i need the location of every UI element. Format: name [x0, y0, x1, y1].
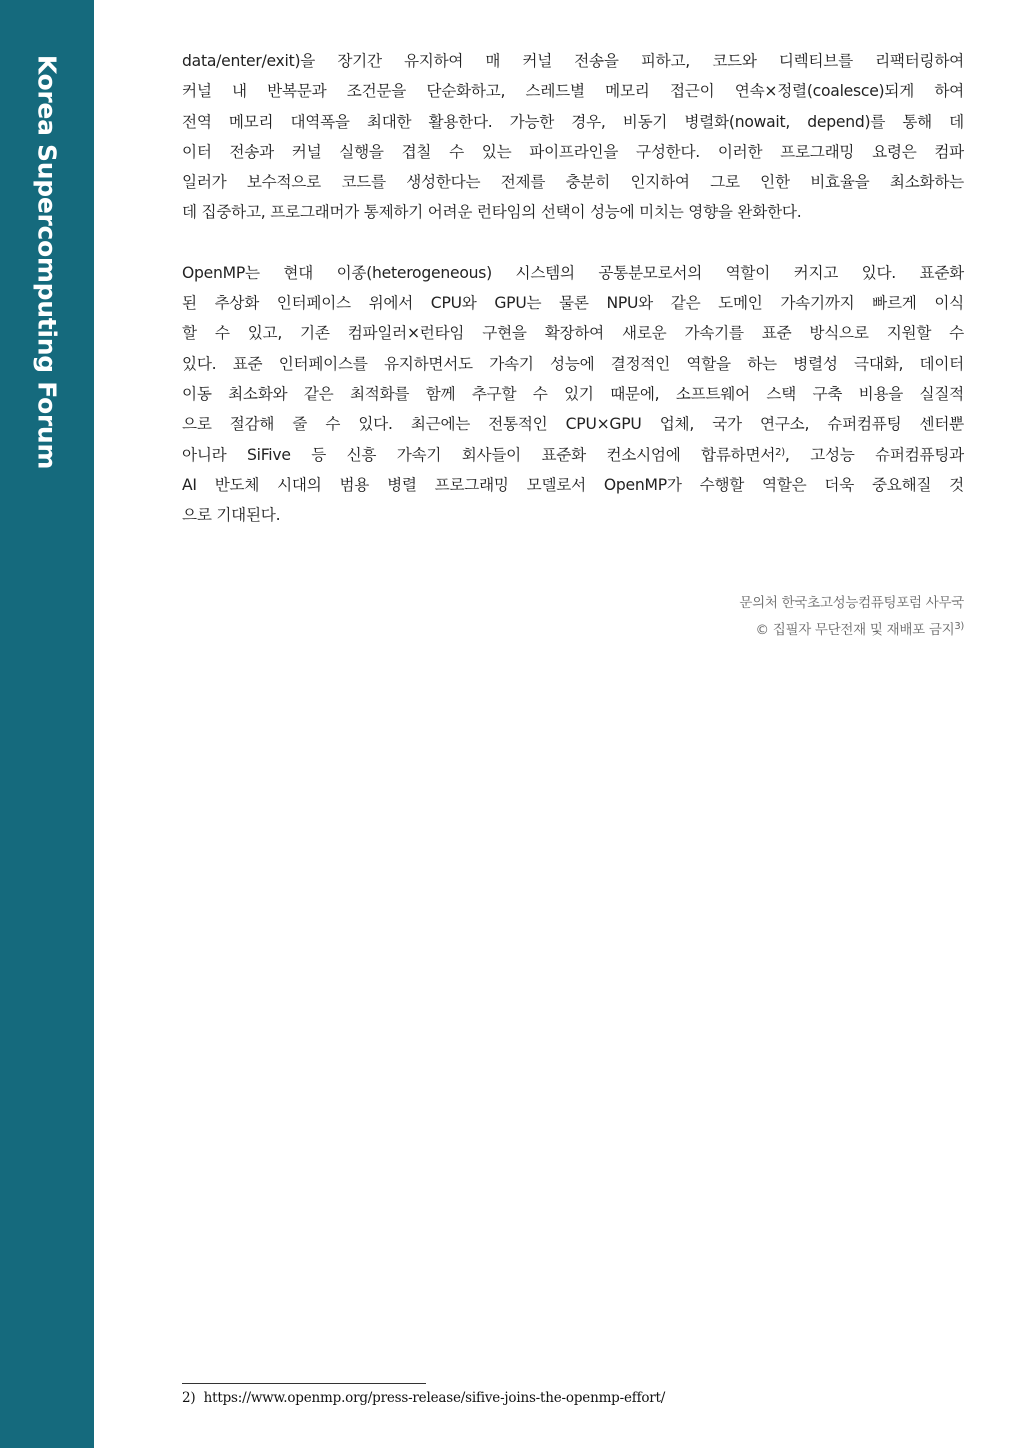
- copyright-text: © 집필자 무단전재 및 재배포 금지: [755, 622, 955, 638]
- footnote-ref-3[interactable]: 3): [954, 621, 964, 632]
- footnote-ref-2[interactable]: 2): [775, 446, 785, 458]
- paragraph-line: OpenMP는 현대 이종(heterogeneous) 시스템의 공통분모로서의 역할이 커지고 있다. 표준화: [182, 263, 964, 282]
- paragraph-line: data/enter/exit)을 장기간 유지하여 매 커널 전송을 피하고, 코드와 디렉티브를 리팩터링하여: [182, 52, 964, 70]
- footnote-number: 2): [182, 1390, 196, 1406]
- footnote-url-link[interactable]: https://www.openmp.org/press-release/sifive-joins-the-openmp-effort/: [203, 1390, 666, 1406]
- paragraph-line: 있다. 표준 인터페이스를 유지하면서도 가속기 성능에 결정적인 역할을 하는 병렬성 극대화, 데이터: [182, 354, 964, 373]
- paragraph-line: 이동 최소화와 같은 최적화를 함께 추구할 수 있기 때문에, 소프트웨어 스택 구축 비용을 실질적: [182, 384, 964, 403]
- sidebar-band: [0, 0, 94, 1448]
- paragraph-line: 일러가 보수적으로 코드를 생성한다는 전제를 충분히 인지하여 그로 인한 비효율을 최소화하는: [182, 173, 964, 192]
- sidebar-title: Korea Supercomputing Forum: [32, 54, 62, 470]
- contact-block: [739, 590, 964, 644]
- footnote-divider: [182, 1383, 426, 1384]
- paragraph-line: 으로 절감해 줄 수 있다. 최근에는 전통적인 CPU×GPU 업체, 국가 연구소, 슈퍼컴퓨팅 센터뿐: [182, 415, 964, 434]
- paragraph-line: 데 집중하고, 프로그래머가 통제하기 어려운 런타임의 선택이 성능에 미치는 영향을 완화한다.: [182, 203, 802, 222]
- line-text: 아니라 SiFive 등 신흥 가속기 회사들이 표준화 컨소시엄에 합류하면서: [182, 445, 776, 464]
- paragraph-line: AI 반도체 시대의 범용 병렬 프로그래밍 모델로서 OpenMP가 수행할 역할은 더욱 중요해질 것: [182, 475, 964, 494]
- paragraph-line: 커널 내 반복문과 조건문을 단순화하고, 스레드별 메모리 접근이 연속×정렬(coalesce)되게 하여: [182, 82, 964, 101]
- main-content: [182, 46, 964, 530]
- paragraph-line: 된 추상화 인터페이스 위에서 CPU와 GPU는 물론 NPU와 같은 도메인 가속기까지 빠르게 이식: [182, 294, 964, 313]
- paragraph-line: 할 수 있고, 기존 컴파일러×런타임 구현을 확장하여 새로운 가속기를 표준 방식으로 지원할 수: [182, 324, 964, 343]
- contact-line: 문의처 한국초고성능컴퓨팅포럼 사무국: [739, 595, 964, 611]
- paragraph-line-with-footnote: [182, 440, 964, 470]
- copyright-line: [739, 617, 964, 644]
- paragraph-1: [182, 46, 964, 228]
- paragraph-line: 전역 메모리 대역폭을 최대한 활용한다. 가능한 경우, 비동기 병렬화(nowait, depend)를 통해 데: [182, 112, 964, 131]
- footnote-2: [182, 1390, 665, 1406]
- paragraph-line: 이터 전송과 커널 실행을 겹칠 수 있는 파이프라인을 구성한다. 이러한 프로그래밍 요령은 컴파: [182, 142, 964, 161]
- paragraph-2: [182, 258, 964, 531]
- line-text: , 고성능 슈퍼컴퓨팅과: [784, 445, 964, 464]
- paragraph-line: 으로 기대된다.: [182, 506, 281, 525]
- paragraph-spacer: [182, 228, 964, 258]
